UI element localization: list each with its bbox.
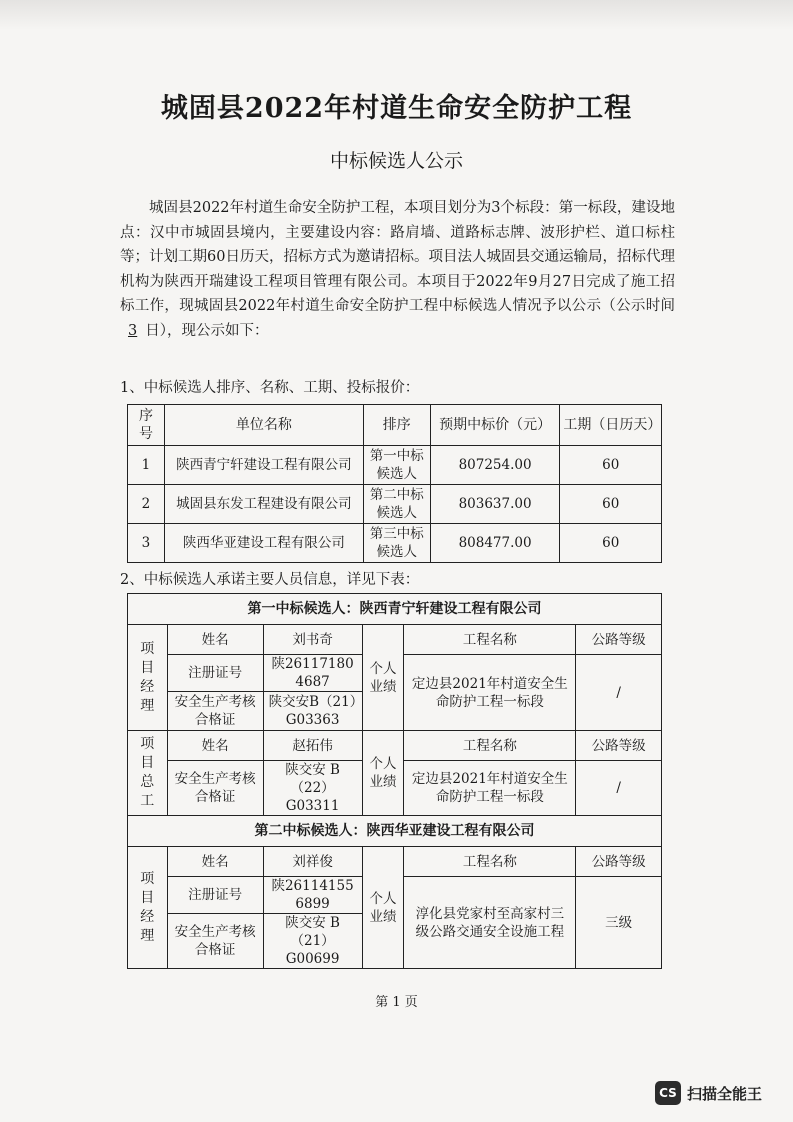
grade-label: 公路等级: [576, 625, 662, 655]
section-2-heading: 2、中标候选人承诺主要人员信息，详见下表：: [120, 572, 420, 588]
chief-project: 定边县2021年村道安全生命防护工程一标段: [404, 761, 576, 816]
manager-grade: 三级: [576, 877, 662, 969]
cell-rank: 第一中标候选人: [363, 446, 430, 485]
cell-company: 陕西青宁轩建设工程有限公司: [164, 446, 363, 485]
scan-edge: [0, 0, 793, 30]
role-manager-cell: 项目经理: [128, 625, 168, 731]
candidate-1-band: [128, 594, 662, 625]
cell-period: 60: [560, 446, 662, 485]
performance-label: 个人业绩: [362, 847, 404, 969]
cert-label: 安全生产考核合格证: [167, 761, 263, 816]
manager-project: 淳化县党家村至高家村三级公路交通安全设施工程: [404, 877, 576, 969]
header-rank: 排序: [363, 405, 430, 446]
document-title: 城固县2022年村道生命安全防护工程: [160, 93, 633, 124]
manager-cert: 陕交安 B（21）G00699: [263, 914, 362, 969]
name-label: 姓名: [167, 847, 263, 877]
cell-index: 1: [128, 446, 165, 485]
manager-project: 定边县2021年村道安全生命防护工程一标段: [404, 655, 576, 731]
camscanner-logo-icon: CS: [655, 1081, 681, 1105]
manager-name: 刘祥俊: [263, 847, 362, 877]
project-label: 工程名称: [404, 847, 576, 877]
cert-label: 安全生产考核合格证: [167, 914, 263, 969]
manager-cert: 陕交安B（21）G03363: [263, 692, 362, 731]
cell-index: 2: [128, 485, 165, 524]
manager-grade: /: [576, 655, 662, 731]
cell-rank: 第三中标候选人: [363, 524, 430, 563]
project-label: 工程名称: [404, 625, 576, 655]
table-row: [128, 847, 662, 877]
table-row: [128, 446, 662, 485]
intro-text-end: 日），现公示如下：: [145, 322, 269, 339]
manager-reg: 陕261141556899: [263, 877, 362, 914]
header-price: 预期中标价（元）: [430, 405, 560, 446]
role-chief-cell: 项目总工: [128, 731, 168, 816]
candidate-1-title: 第一中标候选人：陕西青宁轩建设工程有限公司: [128, 594, 662, 625]
manager-name: 刘书奇: [263, 625, 362, 655]
name-label: 姓名: [167, 625, 263, 655]
watermark-text: 扫描全能王: [687, 1084, 763, 1103]
reg-label: 注册证号: [167, 655, 263, 692]
header-period: 工期（日历天）: [560, 405, 662, 446]
table-row: [128, 524, 662, 563]
table-row: [128, 731, 662, 761]
candidate-ranking-table: [127, 404, 662, 563]
chief-cert: 陕交安 B（22）G03311: [263, 761, 362, 816]
cell-index: 3: [128, 524, 165, 563]
cell-price: 807254.00: [430, 446, 560, 485]
cell-company: 城固县东发工程建设有限公司: [164, 485, 363, 524]
table-row: [128, 485, 662, 524]
candidate-2-title: 第二中标候选人：陕西华亚建设工程有限公司: [128, 816, 662, 847]
cell-rank: 第二中标候选人: [363, 485, 430, 524]
reg-label: 注册证号: [167, 877, 263, 914]
manager-reg: 陕261171804687: [263, 655, 362, 692]
scanner-watermark: [655, 1081, 762, 1105]
cell-period: 60: [560, 524, 662, 563]
table-row: [128, 625, 662, 655]
performance-label: 个人业绩: [362, 625, 404, 731]
page-number: 第 1 页: [375, 995, 418, 1010]
grade-label: 公路等级: [576, 731, 662, 761]
cert-label: 安全生产考核合格证: [167, 692, 263, 731]
publicity-days: 3: [128, 322, 138, 339]
performance-label: 个人业绩: [362, 731, 404, 816]
chief-name: 赵拓伟: [263, 731, 362, 761]
intro-text: 城固县2022年村道生命安全防护工程，本项目划分为3个标段：第一标段，建设地点：汉中市城固县境内，主要建设内容：路肩墙、道路标志牌、波形护栏、道口标柱等；计划工期60日历天，招标方式为邀请招标。项目法人城固县交通运输局，招标代理机构为陕西开瑞建设工程项目管理有限公司。本项目于2022年9月27日完成了施工招标工作，现城固县2022年村道生命安全防护工程中标候选人情况予以公示（公示时间: [120, 200, 675, 314]
project-label: 工程名称: [404, 731, 576, 761]
table-header-row: [128, 405, 662, 446]
cell-price: 803637.00: [430, 485, 560, 524]
header-index: 序号: [128, 405, 165, 446]
personnel-table: [127, 593, 662, 969]
intro-paragraph: [120, 196, 675, 343]
chief-grade: /: [576, 761, 662, 816]
cell-price: 808477.00: [430, 524, 560, 563]
candidate-2-band: [128, 816, 662, 847]
document-subtitle: 中标候选人公示: [329, 150, 463, 172]
cell-period: 60: [560, 485, 662, 524]
role-manager-cell: 项目经理: [128, 847, 168, 969]
header-company: 单位名称: [164, 405, 363, 446]
cell-company: 陕西华亚建设工程有限公司: [164, 524, 363, 563]
name-label: 姓名: [167, 731, 263, 761]
section-1-heading: 1、中标候选人排序、名称、工期、投标报价：: [120, 380, 420, 396]
grade-label: 公路等级: [576, 847, 662, 877]
